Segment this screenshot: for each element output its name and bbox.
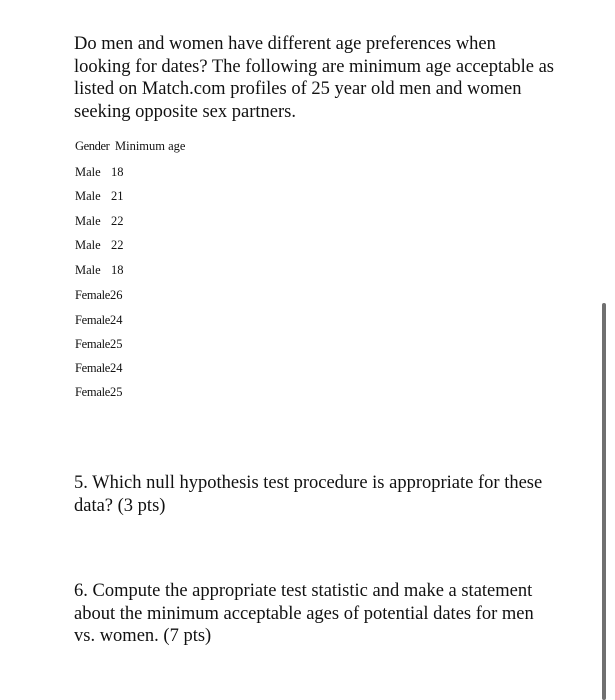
question-5-line: data? (3 pts) [74, 495, 166, 516]
cell-age: 21 [111, 189, 124, 203]
cell-age: 24 [110, 361, 123, 375]
cell-gender: Female [75, 385, 110, 399]
intro-paragraph [74, 33, 574, 123]
question-6-line: vs. women. (7 pts) [74, 626, 212, 646]
table-row [75, 384, 123, 400]
cell-gender: Female [75, 313, 110, 327]
intro-line: looking for dates? The following are minimum age acceptable as [74, 56, 554, 77]
question-6 [74, 580, 534, 648]
table-row [75, 213, 124, 229]
question-5 [74, 472, 542, 517]
table-row [75, 287, 123, 303]
cell-gender: Female [75, 337, 110, 351]
cell-gender: Female [75, 288, 110, 302]
header-gender: Gender [75, 139, 110, 153]
table-row [75, 262, 124, 278]
table-row [75, 360, 123, 376]
intro-line: listed on Match.com profiles of 25 year old men and women [74, 79, 522, 99]
vertical-scrollbar[interactable] [602, 303, 606, 700]
cell-gender: Male [75, 165, 101, 179]
cell-age: 26 [110, 288, 123, 302]
cell-gender: Female [75, 361, 110, 375]
cell-gender: Male [75, 238, 101, 252]
table-header [75, 138, 185, 154]
cell-age: 22 [111, 214, 124, 228]
table-row [75, 164, 124, 180]
cell-age: 22 [111, 238, 124, 252]
table-row [75, 336, 123, 352]
header-minimum-age: Minimum age [115, 139, 186, 153]
cell-age: 25 [110, 385, 123, 399]
question-6-line: 6. Compute the appropriate test statistic and make a statement [74, 581, 533, 601]
cell-gender: Male [75, 189, 101, 203]
cell-age: 18 [111, 263, 124, 277]
question-5-line: 5. Which null hypothesis test procedure is appropriate for these [74, 473, 543, 493]
cell-age: 18 [111, 165, 124, 179]
cell-gender: Male [75, 263, 101, 277]
intro-line: Do men and women have different age preferences when [74, 34, 496, 54]
cell-age: 24 [110, 313, 123, 327]
table-row [75, 237, 124, 253]
table-row [75, 188, 124, 204]
intro-line: seeking opposite sex partners. [74, 101, 296, 122]
question-6-line: about the minimum acceptable ages of potential dates for men [74, 603, 534, 624]
cell-age: 25 [110, 337, 123, 351]
table-row [75, 312, 123, 328]
cell-gender: Male [75, 214, 101, 228]
